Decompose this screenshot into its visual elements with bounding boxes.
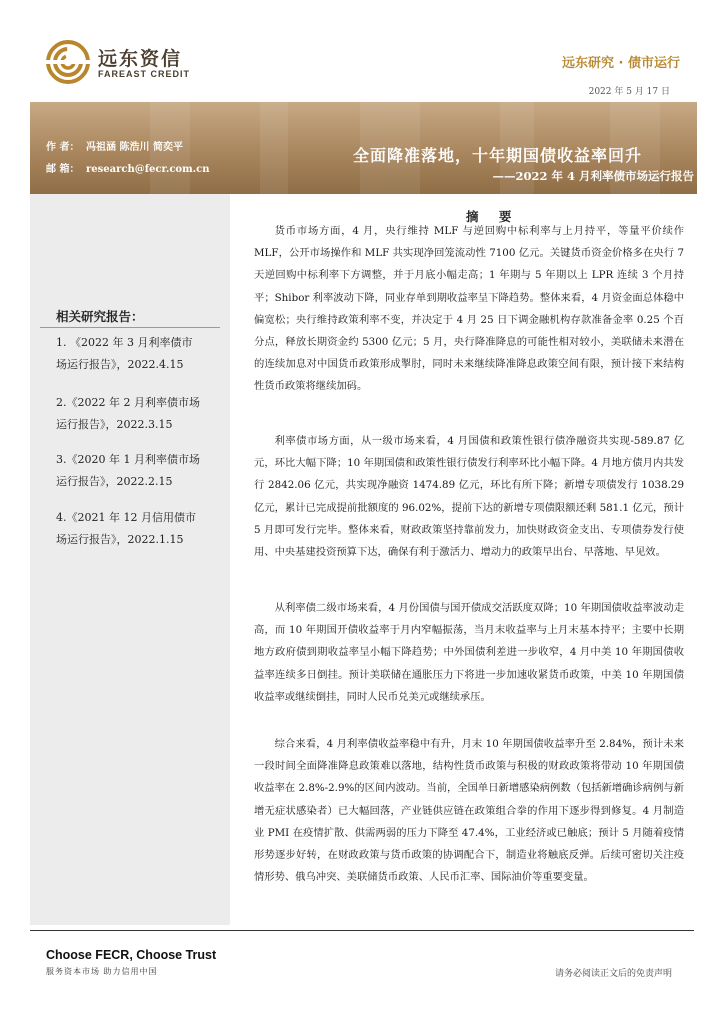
- abstract-paragraph-secondary-market: 从利率债二级市场来看，4 月份国债与国开债成交活跃度双降；10 年期国债收益率波动走高，而 10 年期国开债收益率于月内窄幅振荡，当月末收益率与上月末基本持平；主要中长期地方政府债到期收益率呈小幅下降趋势；中外国债利差进一步收窄，4 月中美 10 年期国债收益率连续多日倒挂。预计美联储在通胀压力下将进一步加速收紧货币政策，中美 10 年期国债收益率或继续倒挂，同时人民币兑美元或继续承压。: [254, 602, 684, 703]
- email[interactable]: research@fecr.com.cn: [86, 164, 210, 175]
- report-series: 远东研究 · 债市运行: [562, 56, 680, 71]
- disclaimer-note: 请务必阅读正文后的免责声明: [554, 969, 672, 979]
- author-label: 作 者：: [46, 142, 80, 153]
- footer-divider: [30, 930, 694, 931]
- related-report-item[interactable]: 2.《2022 年 2 月利率债市场 运行报告》，2022.3.15: [56, 396, 200, 431]
- related-report-item[interactable]: 1. 《2022 年 3 月利率债市 场运行报告》，2022.4.15: [56, 336, 193, 371]
- related-report-item[interactable]: 3.《2020 年 1 月利率债市场 运行报告》，2022.2.15: [56, 453, 200, 488]
- abstract-paragraph-summary: 综合来看，4 月利率债收益率稳中有升，月末 10 年期国债收益率升至 2.84%，预计未来一段时间全面降准降息政策难以落地，结构性货币政策与积极的财政政策将带动 10 年期国债收益率在 2.8%-2.9%的区间内波动。当前，全国单日新增感染病例数（包括新增确诊病例与新增无症状感染者）已大幅回落，产业链供应链在政策组合拳的作用下逐步得到修复。4 月制造业 PMI 在疫情扩散、供需两弱的压力下降至 47.4%，工业经济或已触底；预计 5 月随着疫情形势逐步好转，在财政政策与货币政策的协调配合下，制造业将触底反弹。后续可密切关注疫情形势、俄乌冲突、美联储货币政策、人民币汇率、国际油价等重要变量。: [254, 738, 684, 884]
- report-date: 2022 年 5 月 17 日: [588, 87, 670, 97]
- logo-chinese-name: 远东资信: [98, 48, 183, 70]
- related-report-item[interactable]: 4.《2021 年 12 月信用债市 场运行报告》，2022.1.15: [56, 511, 196, 546]
- footer-slogan: Choose FECR, Choose Trust: [46, 948, 217, 962]
- logo-english-name: FAREAST CREDIT: [98, 69, 191, 79]
- abstract-heading: 摘 要: [466, 209, 520, 224]
- email-label: 邮 箱：: [46, 164, 80, 175]
- email-line: [46, 160, 210, 175]
- report-subtitle: ——2022 年 4 月利率债市场运行报告: [492, 169, 694, 183]
- divider: [40, 327, 220, 328]
- abstract-paragraph-primary-market: 利率债市场方面，从一级市场来看，4 月国债和政策性银行债净融资共实现-589.87 亿元，环比大幅下降；10 年期国债和政策性银行债发行利率环比小幅下降。4 月地方债月内共发行 2842.06 亿元，共实现净融资 1474.89 亿元，环比有所下降；新增专项债发行 1038.29 亿元，累计已完成提前批额度的 96.02%，提前下达的新增专项债限额还剩 581.1 亿元，预计 5 月即可发行完毕。整体来看，财政政策坚持靠前发力，加快财政资金支出、专项债券发行使用、中央基建投资预算下达，确保有利于激活力、增动力的政策早出台、早落地、早见效。: [254, 435, 684, 559]
- fareast-logo-icon: [46, 40, 90, 84]
- authors: 冯祖涵 陈浩川 简奕平: [86, 142, 183, 153]
- footer-tagline: 服务资本市场 助力信用中国: [46, 967, 158, 976]
- related-reports-heading: 相关研究报告：: [56, 309, 144, 324]
- sidebar: [30, 194, 230, 925]
- report-title: 全面降准落地，十年期国债收益率回升: [352, 146, 642, 165]
- author-line: [46, 138, 183, 153]
- abstract-paragraph-money-market: 货币市场方面，4 月，央行维持 MLF 与逆回购中标利率与上月持平，等量平价续作 MLF，公开市场操作和 MLF 共实现净回笼流动性 7100 亿元。关键货币资金价格多在央行 7 天逆回购中标利率下方调整，并于月底小幅走高；1 年期与 5 年期以上 LPR 连续 3 个月持平；Shibor 利率波动下降，同业存单到期收益率呈下降趋势。整体来看，4 月资金面总体稳中偏宽松；央行维持政策利率不变，并决定于 4 月 25 日下调金融机构存款准备金率 0.25 个百分点，释放长期资金约 5300 亿元；5 月，央行降准降息的可能性相对较小，美联储未来潜在的连续加息对中国货币政策形成掣肘，同时未来继续降准降息政策空间有限，预计接下来结构性货币政策将继续加码。: [254, 225, 684, 393]
